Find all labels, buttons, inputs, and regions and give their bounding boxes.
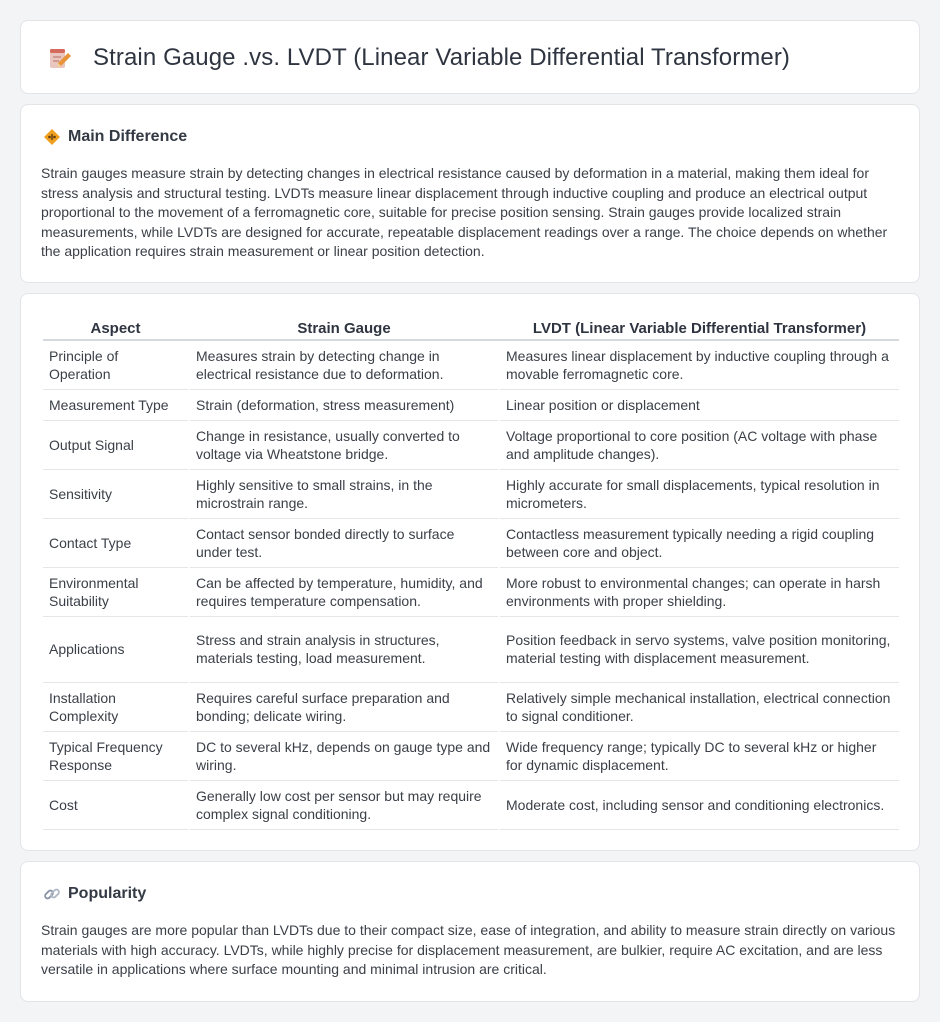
lvdt-cell: Wide frequency range; typically DC to several kHz or higher for dynamic displacement.: [499, 731, 899, 780]
warning-sign-icon: [43, 128, 61, 146]
header-strain-gauge: Strain Gauge: [189, 316, 499, 340]
lvdt-cell: Measures linear displacement by inductive coupling through a movable ferromagnetic core.: [499, 340, 899, 389]
lvdt-cell: Highly accurate for small displacements, typical resolution in micrometers.: [499, 469, 899, 518]
header-aspect: Aspect: [43, 316, 189, 340]
table-row: [43, 420, 899, 469]
table-row: [43, 340, 899, 389]
aspect-cell: Output Signal: [43, 420, 189, 469]
strain-gauge-cell: Measures strain by detecting change in electrical resistance due to deformation.: [189, 340, 499, 389]
aspect-cell: Cost: [43, 780, 189, 829]
aspect-cell: Sensitivity: [43, 469, 189, 518]
strain-gauge-cell: DC to several kHz, depends on gauge type and wiring.: [189, 731, 499, 780]
table-row: [43, 780, 899, 829]
aspect-cell: Typical Frequency Response: [43, 731, 189, 780]
popularity-text: Strain gauges are more popular than LVDTs due to their compact size, ease of integration, and ability to measure strain directly on various materials with high accuracy. LVDTs, while highly precise for displacement measurement, are bulkier, require AC excitation, and are less versatile in applications where surface mounting and minimal intrusion are critical.: [41, 922, 896, 977]
table-row: [43, 682, 899, 731]
title-row: [47, 43, 790, 73]
comparison-card: [20, 293, 920, 851]
aspect-cell: Measurement Type: [43, 389, 189, 420]
strain-gauge-cell: Requires careful surface preparation and bonding; delicate wiring.: [189, 682, 499, 731]
table-row: [43, 731, 899, 780]
comparison-table: [43, 316, 899, 830]
page-title: Strain Gauge .vs. LVDT (Linear Variable Differential Transformer): [93, 44, 791, 71]
strain-gauge-cell: Change in resistance, usually converted to voltage via Wheatstone bridge.: [189, 420, 499, 469]
pencil-notepad-icon: [47, 45, 73, 71]
aspect-cell: Applications: [43, 616, 189, 682]
table-row: [43, 469, 899, 518]
strain-gauge-cell: Can be affected by temperature, humidity, and requires temperature compensation.: [189, 567, 499, 616]
popularity-card: [20, 861, 920, 1002]
title-card: [20, 20, 920, 94]
strain-gauge-cell: Stress and strain analysis in structures, materials testing, load measurement.: [189, 616, 499, 682]
lvdt-cell: Relatively simple mechanical installation, electrical connection to signal conditioner.: [499, 682, 899, 731]
popularity-title: Popularity: [68, 885, 147, 902]
strain-gauge-cell: Generally low cost per sensor but may require complex signal conditioning.: [189, 780, 499, 829]
lvdt-cell: Contactless measurement typically needing a rigid coupling between core and object.: [499, 518, 899, 567]
header-lvdt: LVDT (Linear Variable Differential Transformer): [499, 316, 899, 340]
lvdt-cell: Position feedback in servo systems, valve position monitoring, material testing with displacement measurement.: [499, 616, 899, 682]
lvdt-cell: Voltage proportional to core position (AC voltage with phase and amplitude changes).: [499, 420, 899, 469]
table-row: [43, 389, 899, 420]
link-icon: [43, 885, 61, 903]
table-row: [43, 567, 899, 616]
strain-gauge-cell: Highly sensitive to small strains, in the microstrain range.: [189, 469, 499, 518]
aspect-cell: Principle of Operation: [43, 340, 189, 389]
main-difference-text: Strain gauges measure strain by detecting changes in electrical resistance caused by deformation in a material, making them ideal for stress analysis and structural testing. LVDTs measure linear displacement through inductive coupling and produce an electrical output proportional to the movement of a ferromagnetic core, suitable for precise position sensing. Strain gauges provide localized strain measurements, while LVDTs are designed for accurate, repeatable displacement readings over a range. The choice depends on whether the application requires strain measurement or linear position detection.: [41, 165, 888, 259]
aspect-cell: Environmental Suitability: [43, 567, 189, 616]
main-difference-card: [20, 104, 920, 283]
main-difference-heading-row: [43, 127, 187, 147]
lvdt-cell: Linear position or displacement: [499, 389, 899, 420]
table-row: [43, 518, 899, 567]
aspect-cell: Installation Complexity: [43, 682, 189, 731]
lvdt-cell: Moderate cost, including sensor and conditioning electronics.: [499, 780, 899, 829]
aspect-cell: Contact Type: [43, 518, 189, 567]
strain-gauge-cell: Contact sensor bonded directly to surface under test.: [189, 518, 499, 567]
table-row: [43, 616, 899, 682]
popularity-heading-row: [43, 884, 146, 904]
table-header-row: [43, 316, 899, 340]
main-difference-title: Main Difference: [68, 128, 188, 145]
lvdt-cell: More robust to environmental changes; can operate in harsh environments with proper shielding.: [499, 567, 899, 616]
strain-gauge-cell: Strain (deformation, stress measurement): [189, 389, 499, 420]
